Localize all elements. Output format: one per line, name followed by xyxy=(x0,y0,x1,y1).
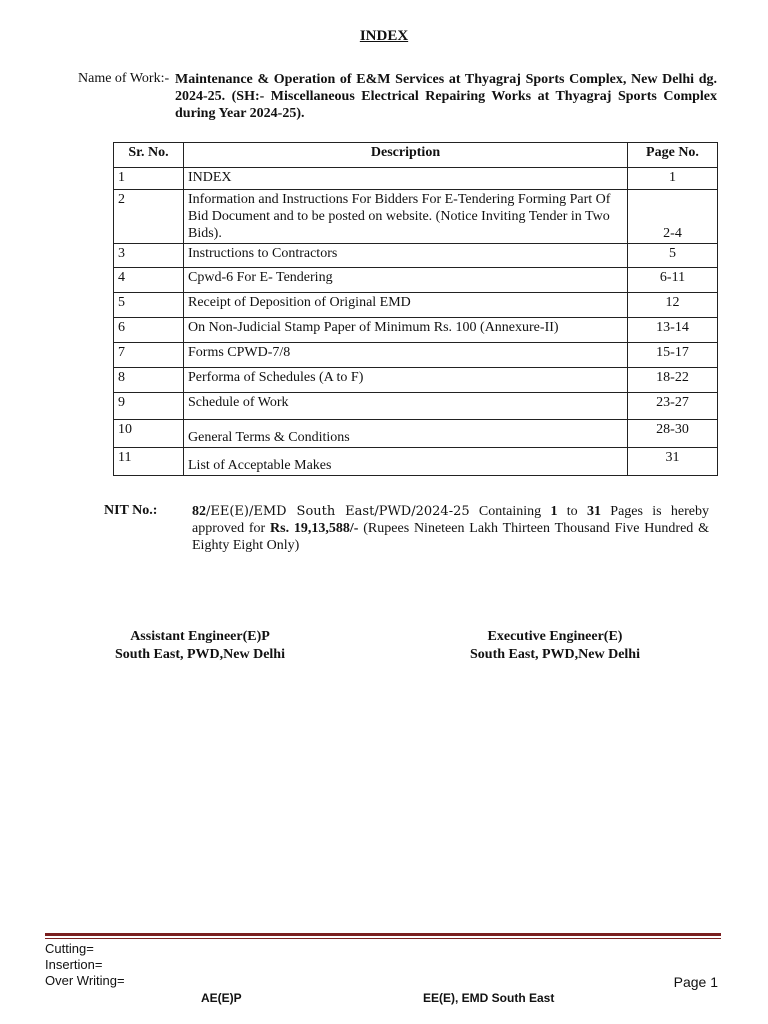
table-header-row xyxy=(114,143,718,168)
sr-cell: 8 xyxy=(114,368,184,393)
page-cell: 5 xyxy=(628,244,718,268)
desc-cell: Information and Instructions For Bidders For E-Tendering Forming Part Of Bid Document and to be posted on website. (Notice Inviting Tender in Two Bids). xyxy=(184,190,628,244)
nit-approved: Pages is hereby approved for xyxy=(192,504,709,536)
footer-sig-ae: AE(E)P xyxy=(201,991,242,1005)
table-row xyxy=(114,268,718,293)
table-row xyxy=(114,168,718,190)
table-row xyxy=(114,368,718,393)
desc-cell: Receipt of Deposition of Original EMD xyxy=(184,293,628,318)
nit-ref: /EE(E)/EMD South East/PWD/2024-25 xyxy=(206,504,470,519)
sign-office: South East, PWD,New Delhi xyxy=(470,647,640,662)
desc-cell: List of Acceptable Makes xyxy=(184,448,628,476)
table-row xyxy=(114,244,718,268)
footer-rule-thin xyxy=(45,938,721,939)
nit-amount-words: (Rupees Nineteen Lakh Thirteen Thousand Five Hundred & Eighty Eight Only) xyxy=(192,521,709,553)
nit-containing: Containing xyxy=(469,504,551,519)
table-row xyxy=(114,318,718,343)
header-page-no: Page No. xyxy=(628,143,718,168)
page-cell: 15-17 xyxy=(628,343,718,368)
desc-cell: Instructions to Contractors xyxy=(184,244,628,268)
sr-cell: 7 xyxy=(114,343,184,368)
footer-sig-ee: EE(E), EMD South East xyxy=(423,991,555,1005)
table-row xyxy=(114,393,718,420)
nit-text xyxy=(192,503,709,554)
page-cell: 23-27 xyxy=(628,393,718,420)
sign-office: South East, PWD,New Delhi xyxy=(115,647,285,662)
desc-cell: Forms CPWD-7/8 xyxy=(184,343,628,368)
page-cell: 1 xyxy=(628,168,718,190)
footer-rule xyxy=(45,933,721,936)
header-sr-no: Sr. No. xyxy=(114,143,184,168)
page-cell: 12 xyxy=(628,293,718,318)
table-row xyxy=(114,343,718,368)
nit-label: NIT No.: xyxy=(104,503,158,518)
desc-cell: On Non-Judicial Stamp Paper of Minimum Rs. 100 (Annexure-II) xyxy=(184,318,628,343)
page-cell: 6-11 xyxy=(628,268,718,293)
work-label: Name of Work:- xyxy=(78,71,170,86)
footer-checklist xyxy=(45,941,125,989)
nit-number: 82 xyxy=(192,504,206,519)
sr-cell: 11 xyxy=(114,448,184,476)
header-description: Description xyxy=(184,143,628,168)
sr-cell: 1 xyxy=(114,168,184,190)
sr-cell: 9 xyxy=(114,393,184,420)
table-row xyxy=(114,293,718,318)
page-cell: 28-30 xyxy=(628,420,718,448)
nit-to: 31 xyxy=(586,504,601,519)
sr-cell: 5 xyxy=(114,293,184,318)
page-cell: 13-14 xyxy=(628,318,718,343)
page-title: INDEX xyxy=(359,28,409,44)
desc-cell: General Terms & Conditions xyxy=(184,420,628,448)
footer-overwriting: Over Writing= xyxy=(45,973,125,988)
sr-cell: 10 xyxy=(114,420,184,448)
work-description: Maintenance & Operation of E&M Services at Thyagraj Sports Complex, New Delhi dg. 2024-25. (SH:- Miscellaneous Electrical Repairing Works at Thyagraj Sports Complex during Year 2024-25). xyxy=(175,72,717,121)
page-number: Page 1 xyxy=(673,974,718,990)
sign-title: Executive Engineer(E) xyxy=(487,629,623,644)
table-row xyxy=(114,448,718,476)
sr-cell: 3 xyxy=(114,244,184,268)
signature-assistant-engineer xyxy=(90,628,310,664)
nit-from: 1 xyxy=(550,504,558,519)
page-cell: 31 xyxy=(628,448,718,476)
table-row xyxy=(114,420,718,448)
page-cell: 2-4 xyxy=(628,190,718,244)
nit-amount: Rs. 19,13,588/- xyxy=(270,521,359,536)
desc-cell: Performa of Schedules (A to F) xyxy=(184,368,628,393)
desc-cell: Schedule of Work xyxy=(184,393,628,420)
sr-cell: 6 xyxy=(114,318,184,343)
desc-cell: INDEX xyxy=(184,168,628,190)
index-table xyxy=(113,142,718,476)
table-row xyxy=(114,190,718,244)
sr-cell: 4 xyxy=(114,268,184,293)
footer-insertion: Insertion= xyxy=(45,957,103,972)
signature-executive-engineer xyxy=(445,628,665,664)
page-cell: 18-22 xyxy=(628,368,718,393)
sign-title: Assistant Engineer(E)P xyxy=(130,629,270,644)
desc-cell: Cpwd-6 For E- Tendering xyxy=(184,268,628,293)
footer-cutting: Cutting= xyxy=(45,941,94,956)
sr-cell: 2 xyxy=(114,190,184,244)
nit-to-word: to xyxy=(557,504,587,519)
